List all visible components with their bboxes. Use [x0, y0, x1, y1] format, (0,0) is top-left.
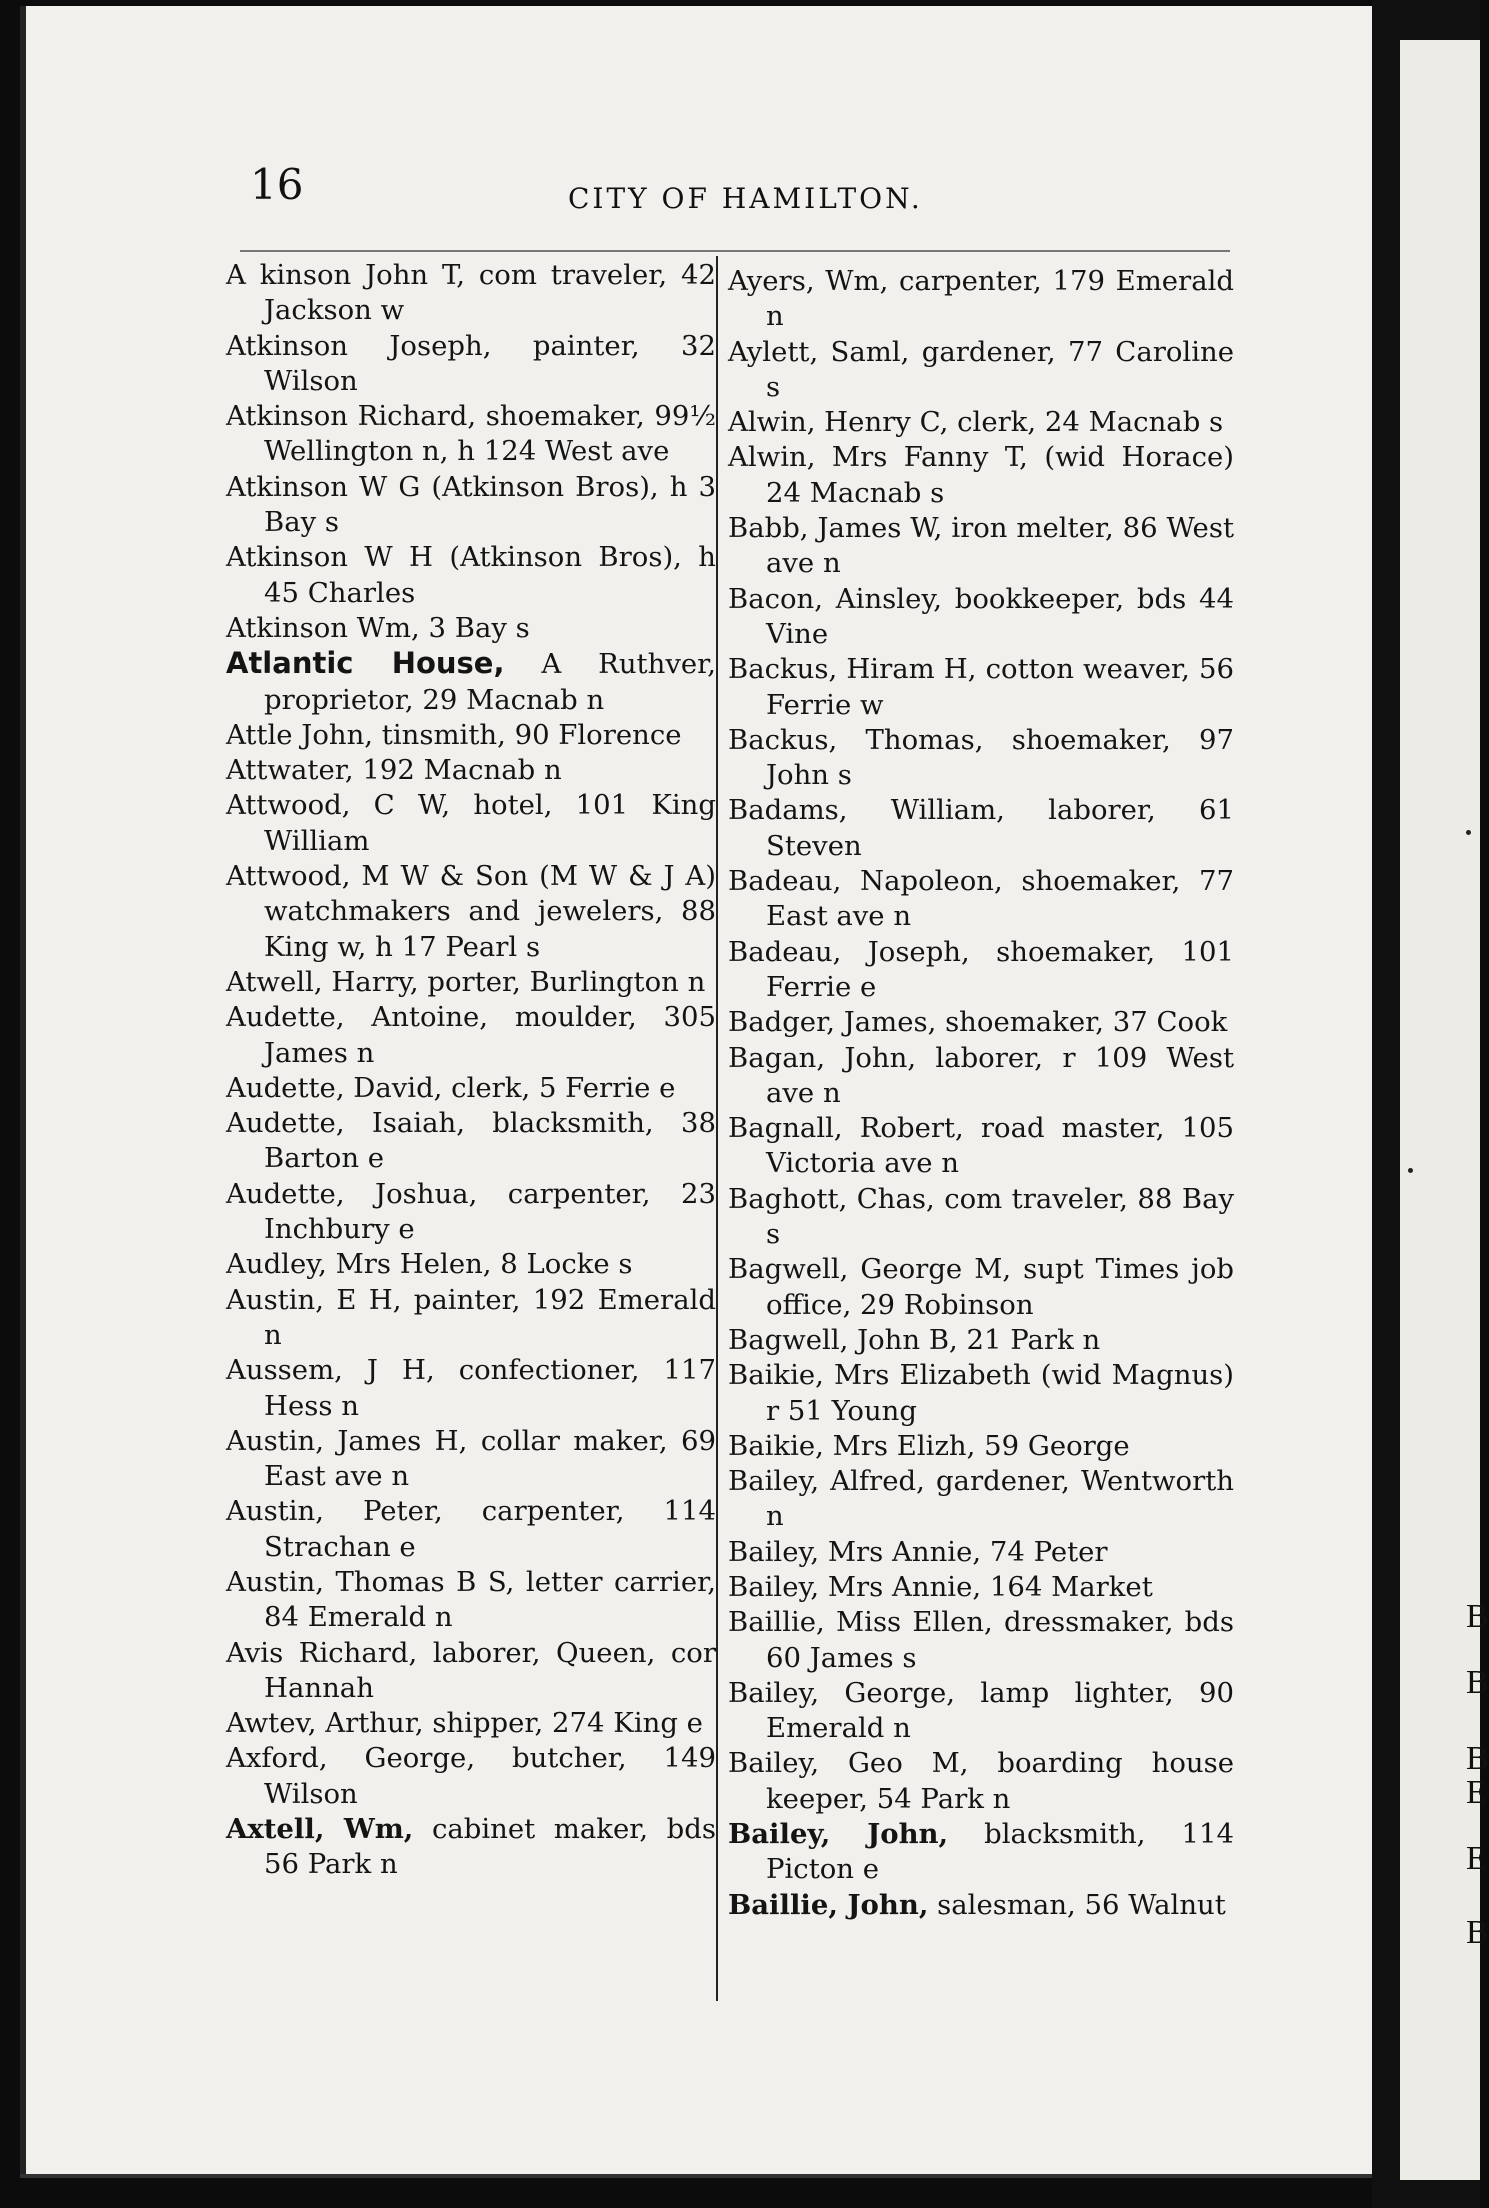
entry-detail: porter, Burlington n — [418, 965, 706, 998]
entry-name: Baillie, Miss Ellen, — [728, 1606, 993, 1639]
entry-name: Atkinson Richard, — [226, 400, 477, 433]
entry-detail: moulder, 305 James n — [264, 1001, 717, 1069]
directory-entry — [728, 793, 1234, 864]
entry-detail: 8 Locke s — [491, 1248, 633, 1281]
entry-detail: cotton weaver, 56 Ferrie w — [766, 653, 1234, 721]
entry-detail: clerk, 5 Ferrie e — [442, 1071, 676, 1104]
directory-entry — [226, 1177, 716, 1248]
running-head: CITY OF HAMILTON. — [568, 182, 923, 215]
entry-detail: 192 Macnab n — [353, 754, 562, 787]
directory-entry — [226, 470, 716, 541]
entry-detail: supt Times job office, 29 Robinson — [766, 1253, 1234, 1321]
entry-detail: A Ruthver, proprietor, 29 Macnab n — [264, 648, 716, 716]
entry-detail: shoemaker, 37 Cook — [936, 1006, 1228, 1039]
directory-entry — [728, 723, 1234, 794]
right-column — [728, 264, 1234, 1923]
entry-detail: lamp lighter, 90 Emerald n — [766, 1676, 1235, 1745]
entry-name: Audette, David, — [226, 1071, 443, 1104]
entry-name: Bacon, Ainsley, — [728, 582, 942, 615]
entry-name: Bailey, Alfred, — [728, 1465, 925, 1498]
directory-entry — [728, 1746, 1234, 1817]
entry-name: Baghott, Chas, — [728, 1182, 935, 1215]
directory-entry — [728, 1817, 1234, 1888]
entry-detail: 59 George — [975, 1429, 1130, 1462]
directory-entry — [728, 1605, 1234, 1676]
entry-detail: blacksmith, 38 Barton e — [264, 1107, 716, 1175]
directory-entry — [226, 646, 716, 718]
entry-detail: bookkeeper, bds 44 Vine — [766, 582, 1234, 650]
entry-detail: laborer, r 109 West ave n — [766, 1041, 1234, 1109]
directory-entry — [226, 1494, 716, 1565]
directory-entry — [226, 859, 716, 965]
entry-name: Baikie, Mrs Elizh, — [728, 1429, 976, 1462]
directory-entry — [728, 1252, 1234, 1323]
directory-entry — [728, 1535, 1234, 1570]
facing-page-fragment: B — [1466, 1664, 1489, 1701]
header-rule — [240, 250, 1230, 252]
directory-entry — [728, 440, 1234, 511]
column-divider — [716, 256, 718, 2001]
directory-entry — [226, 1247, 716, 1282]
entry-name: Attwood, M W & Son — [226, 860, 529, 893]
directory-entry — [226, 1283, 716, 1354]
directory-entry — [728, 1323, 1234, 1358]
directory-entry — [728, 1358, 1234, 1429]
directory-entry — [728, 1111, 1234, 1182]
facing-page-fragment: B — [1466, 1740, 1489, 1777]
entry-name: Bailey, Mrs Annie, — [728, 1535, 982, 1568]
entry-detail: 74 Peter — [981, 1535, 1108, 1568]
entry-name: Atkinson W H — [226, 541, 433, 574]
entry-detail: (wid Magnus) r 51 Young — [766, 1359, 1234, 1427]
directory-entry — [226, 1000, 716, 1071]
entry-detail: letter carrier, 84 Emerald n — [264, 1565, 716, 1634]
entry-detail: (Atkinson Bros), h 45 Charles — [264, 541, 716, 609]
entry-name: Babb, James W, — [728, 512, 943, 545]
entry-detail: (Atkinson Bros), h 3 Bay s — [264, 470, 716, 539]
entry-detail: shipper, 274 King e — [423, 1707, 703, 1740]
directory-entry — [226, 1636, 716, 1707]
directory-entry — [226, 965, 716, 1000]
entry-detail: shoemaker, 99½ Wellington n, h 124 West ave — [264, 400, 716, 468]
facing-page-fragment: E — [1466, 1840, 1487, 1877]
entry-detail: laborer, Queen, cor Hannah — [264, 1636, 716, 1704]
directory-entry — [226, 788, 716, 859]
entry-detail: carpenter, 179 Emerald n — [766, 265, 1234, 333]
entry-detail: (M W & J A) watchmakers and jewelers, 88 King w, h 17 Pearl s — [264, 860, 717, 963]
directory-entry — [226, 1741, 716, 1812]
entry-name: Ayers, Wm, — [728, 265, 889, 297]
entry-name: Atkinson Joseph, — [226, 329, 492, 362]
directory-entry — [226, 1071, 716, 1106]
entry-name: Bailey, Geo M, — [728, 1747, 969, 1780]
entry-detail: iron melter, 86 West ave n — [766, 512, 1234, 580]
entry-name: Backus, Hiram H, — [728, 653, 977, 686]
entry-name: Bagnall, Robert, — [728, 1112, 964, 1145]
entry-detail: blacksmith, 114 Picton e — [766, 1818, 1234, 1886]
entry-detail: 164 Market — [981, 1570, 1153, 1603]
directory-entry — [728, 1570, 1234, 1605]
entry-detail: clerk, 24 Macnab s — [948, 406, 1224, 439]
entry-detail: road master, 105 Victoria ave n — [766, 1112, 1234, 1180]
entry-detail: carpenter, 114 Strachan e — [264, 1495, 716, 1563]
entry-name: Atlantic House, — [226, 646, 505, 681]
entry-name: Alwin, Henry C, — [728, 406, 949, 439]
entry-name: Austin, James H, — [226, 1424, 468, 1457]
entry-detail: gardener, Wentworth n — [766, 1465, 1235, 1533]
entry-name: Audette, Isaiah, — [226, 1107, 465, 1140]
entry-detail: laborer, 61 Steven — [766, 794, 1234, 862]
left-column — [226, 258, 716, 1883]
entry-detail: 3 Bay s — [419, 611, 530, 644]
entry-name: Badeau, Joseph, — [728, 935, 970, 968]
entry-name: Avis Richard, — [226, 1636, 418, 1669]
directory-entry — [226, 1353, 716, 1424]
directory-entry — [728, 582, 1234, 653]
entry-name: Axford, George, — [226, 1742, 476, 1775]
entry-name: Attwater, — [226, 754, 354, 787]
directory-entry — [226, 1706, 716, 1741]
facing-page-fragment: B — [1466, 1598, 1489, 1635]
entry-detail: gardener, 77 Caroline s — [766, 335, 1234, 403]
entry-detail: boarding house keeper, 54 Park n — [766, 1747, 1235, 1815]
entry-name: Bailey, Mrs Annie, — [728, 1570, 982, 1603]
directory-entry — [226, 611, 716, 646]
entry-name: Baillie, John, — [728, 1888, 929, 1921]
entry-name: Bailey, George, — [728, 1676, 956, 1709]
entry-name: Aussem, J H, — [226, 1354, 435, 1387]
entry-name: Bagwell, John B, — [728, 1323, 958, 1356]
entry-name: Bagwell, George M, — [728, 1253, 1012, 1286]
entry-name: Backus, Thomas, — [728, 723, 984, 756]
directory-entry — [226, 540, 716, 611]
entry-name: Awtev, Arthur, — [226, 1707, 424, 1740]
page-number: 16 — [250, 160, 304, 209]
directory-entry — [226, 1812, 716, 1883]
entry-detail: painter, 32 Wilson — [264, 329, 716, 397]
entry-detail: cabinet maker, bds 56 Park n — [264, 1813, 716, 1881]
entry-name: Badams, William, — [728, 794, 1005, 827]
entry-name: Atwell, Harry, — [226, 965, 419, 998]
entry-detail: carpenter, 23 Inchbury e — [264, 1177, 717, 1246]
entry-name: Audette, Antoine, — [226, 1001, 489, 1034]
directory-entry — [226, 258, 716, 329]
entry-detail: painter, 192 Emerald n — [264, 1283, 717, 1351]
entry-name: Austin, E H, — [226, 1283, 402, 1316]
directory-entry — [728, 1041, 1234, 1112]
entry-detail: confectioner, 117 Hess n — [264, 1354, 716, 1422]
entry-name: Atkinson Wm, — [226, 611, 420, 644]
directory-entry — [728, 864, 1234, 935]
directory-entry — [226, 1424, 716, 1495]
entry-name: Aylett, Saml, — [728, 335, 910, 368]
entry-name: Audette, Joshua, — [226, 1177, 478, 1210]
entry-name: Baikie, Mrs Elizabeth — [728, 1359, 1031, 1392]
directory-entry — [728, 405, 1234, 440]
entry-detail: com traveler, 88 Bay s — [766, 1182, 1234, 1251]
entry-name: Badeau, Napoleon, — [728, 865, 1003, 898]
directory-entry — [728, 264, 1234, 335]
entry-name: Atkinson W G — [226, 470, 421, 503]
entry-detail: shoemaker, 77 East ave n — [766, 865, 1234, 933]
entry-name: Bagan, John, — [728, 1041, 917, 1074]
directory-entry — [728, 1464, 1234, 1535]
entry-name: Audley, Mrs Helen, — [226, 1248, 492, 1281]
entry-name: Austin, Thomas B S, — [226, 1565, 515, 1598]
directory-entry — [226, 753, 716, 788]
directory-entry — [728, 1676, 1234, 1747]
directory-entry — [728, 1888, 1234, 1923]
entry-name: Austin, Peter, — [226, 1495, 443, 1528]
entry-detail: salesman, 56 Walnut — [928, 1888, 1226, 1921]
directory-entry — [226, 399, 716, 470]
entry-detail: 21 Park n — [957, 1323, 1101, 1356]
facing-page-fragment: B — [1466, 1914, 1489, 1951]
entry-name: Bailey, John, — [728, 1818, 949, 1851]
entry-detail: tinsmith, 90 Florence — [373, 718, 682, 751]
page-bottom-edge — [20, 2174, 1372, 2178]
entry-detail: com traveler, 42 Jackson w — [264, 259, 716, 327]
entry-name: Attle John, — [226, 718, 374, 751]
directory-entry — [728, 1182, 1234, 1253]
directory-entry — [728, 1429, 1234, 1464]
scan-speck — [1408, 1168, 1413, 1173]
directory-entry — [226, 1565, 716, 1636]
entry-detail: hotel, 101 King William — [264, 789, 717, 857]
facing-page-fragment: E — [1466, 1774, 1487, 1811]
directory-entry — [728, 935, 1234, 1006]
directory-entry — [728, 335, 1234, 406]
scan-speck — [1466, 830, 1471, 835]
directory-entry — [728, 652, 1234, 723]
entry-detail: dressmaker, bds 60 James s — [766, 1606, 1234, 1674]
directory-entry — [226, 329, 716, 400]
entry-detail: shoemaker, 97 John s — [766, 723, 1235, 792]
directory-entry — [728, 1005, 1234, 1040]
entry-detail: butcher, 149 Wilson — [264, 1742, 717, 1810]
entry-name: Alwin, Mrs Fanny T, — [728, 441, 1028, 474]
entry-detail: shoemaker, 101 Ferrie e — [766, 935, 1234, 1003]
entry-name: A kinson John T, — [226, 259, 466, 291]
entry-detail: (wid Horace) 24 Macnab s — [766, 441, 1234, 509]
entry-detail: collar maker, 69 East ave n — [264, 1424, 716, 1493]
directory-entry — [226, 1106, 716, 1177]
entry-name: Axtell, Wm, — [226, 1813, 414, 1846]
entry-name: Badger, James, — [728, 1006, 937, 1039]
directory-entry — [728, 511, 1234, 582]
directory-entry — [226, 718, 716, 753]
entry-name: Attwood, C W, — [226, 789, 451, 822]
